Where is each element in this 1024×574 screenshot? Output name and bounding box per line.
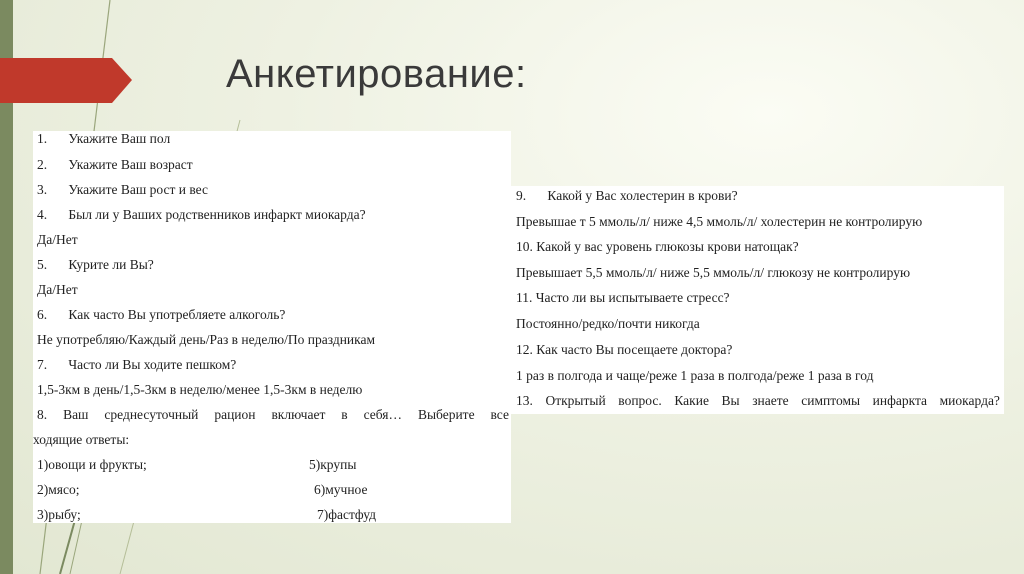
question-word: все — [490, 407, 509, 422]
question-3 — [37, 182, 208, 198]
answer-5: Да/Нет — [37, 282, 78, 297]
question-1 — [37, 131, 170, 147]
question-text: Какой у Вас холестерин в крови? — [547, 188, 738, 203]
question-word: Ваш — [63, 407, 89, 422]
question-9 — [516, 188, 738, 204]
option-left: 2)мясо; — [37, 482, 80, 497]
question-word: рацион — [214, 407, 256, 422]
question-6 — [37, 307, 285, 323]
question-number: 13. — [516, 393, 533, 408]
answer-10: Превышает 5,5 ммоль/л/ ниже 5,5 ммоль/л/ глюкозу не контролирую — [516, 265, 911, 280]
question-text: Часто ли Вы ходите пешком? — [68, 357, 237, 372]
question-text: Был ли у Ваших родственников инфаркт миокарда? — [68, 207, 366, 222]
question-13 — [516, 393, 1000, 409]
answer-11: Постоянно/редко/почти никогда — [516, 316, 700, 331]
option-right: 5)крупы — [309, 457, 357, 472]
question-2 — [37, 157, 193, 173]
question-8 — [37, 407, 509, 423]
question-number: 2. — [37, 157, 48, 172]
question-text: Укажите Ваш рост и вес — [68, 182, 208, 197]
question-text: Как часто Вы употребляете алкоголь? — [68, 307, 286, 322]
slide-title: Анкетирование: — [226, 52, 527, 96]
question-number: 6. — [37, 307, 48, 322]
question-12: 12. Как часто Вы посещаете доктора? — [516, 342, 733, 357]
question-number: 8. — [37, 407, 48, 422]
question-number: 5. — [37, 257, 48, 272]
question-word: включает — [271, 407, 326, 422]
question-word: знаете — [752, 393, 789, 408]
question-11: 11. Часто ли вы испытываете стресс? — [516, 290, 730, 305]
question-number: 4. — [37, 207, 48, 222]
option-left: 1)овощи и фрукты; — [37, 457, 147, 472]
question-word: Вы — [721, 393, 740, 408]
answer-4: Да/Нет — [37, 232, 78, 247]
question-word: Открытый — [545, 393, 606, 408]
question-word: себя… — [363, 407, 402, 422]
question-text: Укажите Ваш возраст — [68, 157, 193, 172]
question-word: инфаркта — [872, 393, 928, 408]
question-number: 9. — [516, 188, 527, 203]
question-number: 3. — [37, 182, 48, 197]
question-word: миокарда? — [939, 393, 1000, 408]
answer-7: 1,5-3км в день/1,5-3км в неделю/менее 1,5-3км в неделю — [37, 382, 363, 397]
option-right: 6)мучное — [314, 482, 368, 497]
question-word: среднесуточный — [104, 407, 199, 422]
answer-9: Превышае т 5 ммоль/л/ ниже 4,5 ммоль/л/ холестерин не контролирую — [516, 214, 923, 229]
questionnaire-left-panel — [33, 131, 511, 523]
question-number: 1. — [37, 131, 48, 146]
question-word: Какие — [674, 393, 709, 408]
question-word: симптомы — [801, 393, 861, 408]
answer-6: Не употребляю/Каждый день/Раз в неделю/По праздникам — [37, 332, 376, 347]
question-number: 7. — [37, 357, 48, 372]
question-word: вопрос. — [618, 393, 662, 408]
question-10: 10. Какой у вас уровень глюкозы крови натощак? — [516, 239, 799, 254]
option-right: 7)фастфуд — [317, 507, 377, 522]
questionnaire-right-panel — [510, 186, 1004, 414]
question-7 — [37, 357, 236, 373]
answer-12: 1 раз в полгода и чаще/реже 1 раза в полгода/реже 1 раза в год — [516, 368, 874, 383]
question-8-continuation: ходящие ответы: — [33, 432, 130, 447]
question-word: в — [341, 407, 348, 422]
option-left: 3)рыбу; — [37, 507, 81, 522]
title-accent-arrow — [0, 58, 132, 103]
question-text: Укажите Ваш пол — [68, 131, 171, 146]
question-4 — [37, 207, 366, 223]
question-5 — [37, 257, 154, 273]
question-word: Выберите — [417, 407, 475, 422]
question-text: Курите ли Вы? — [68, 257, 154, 272]
